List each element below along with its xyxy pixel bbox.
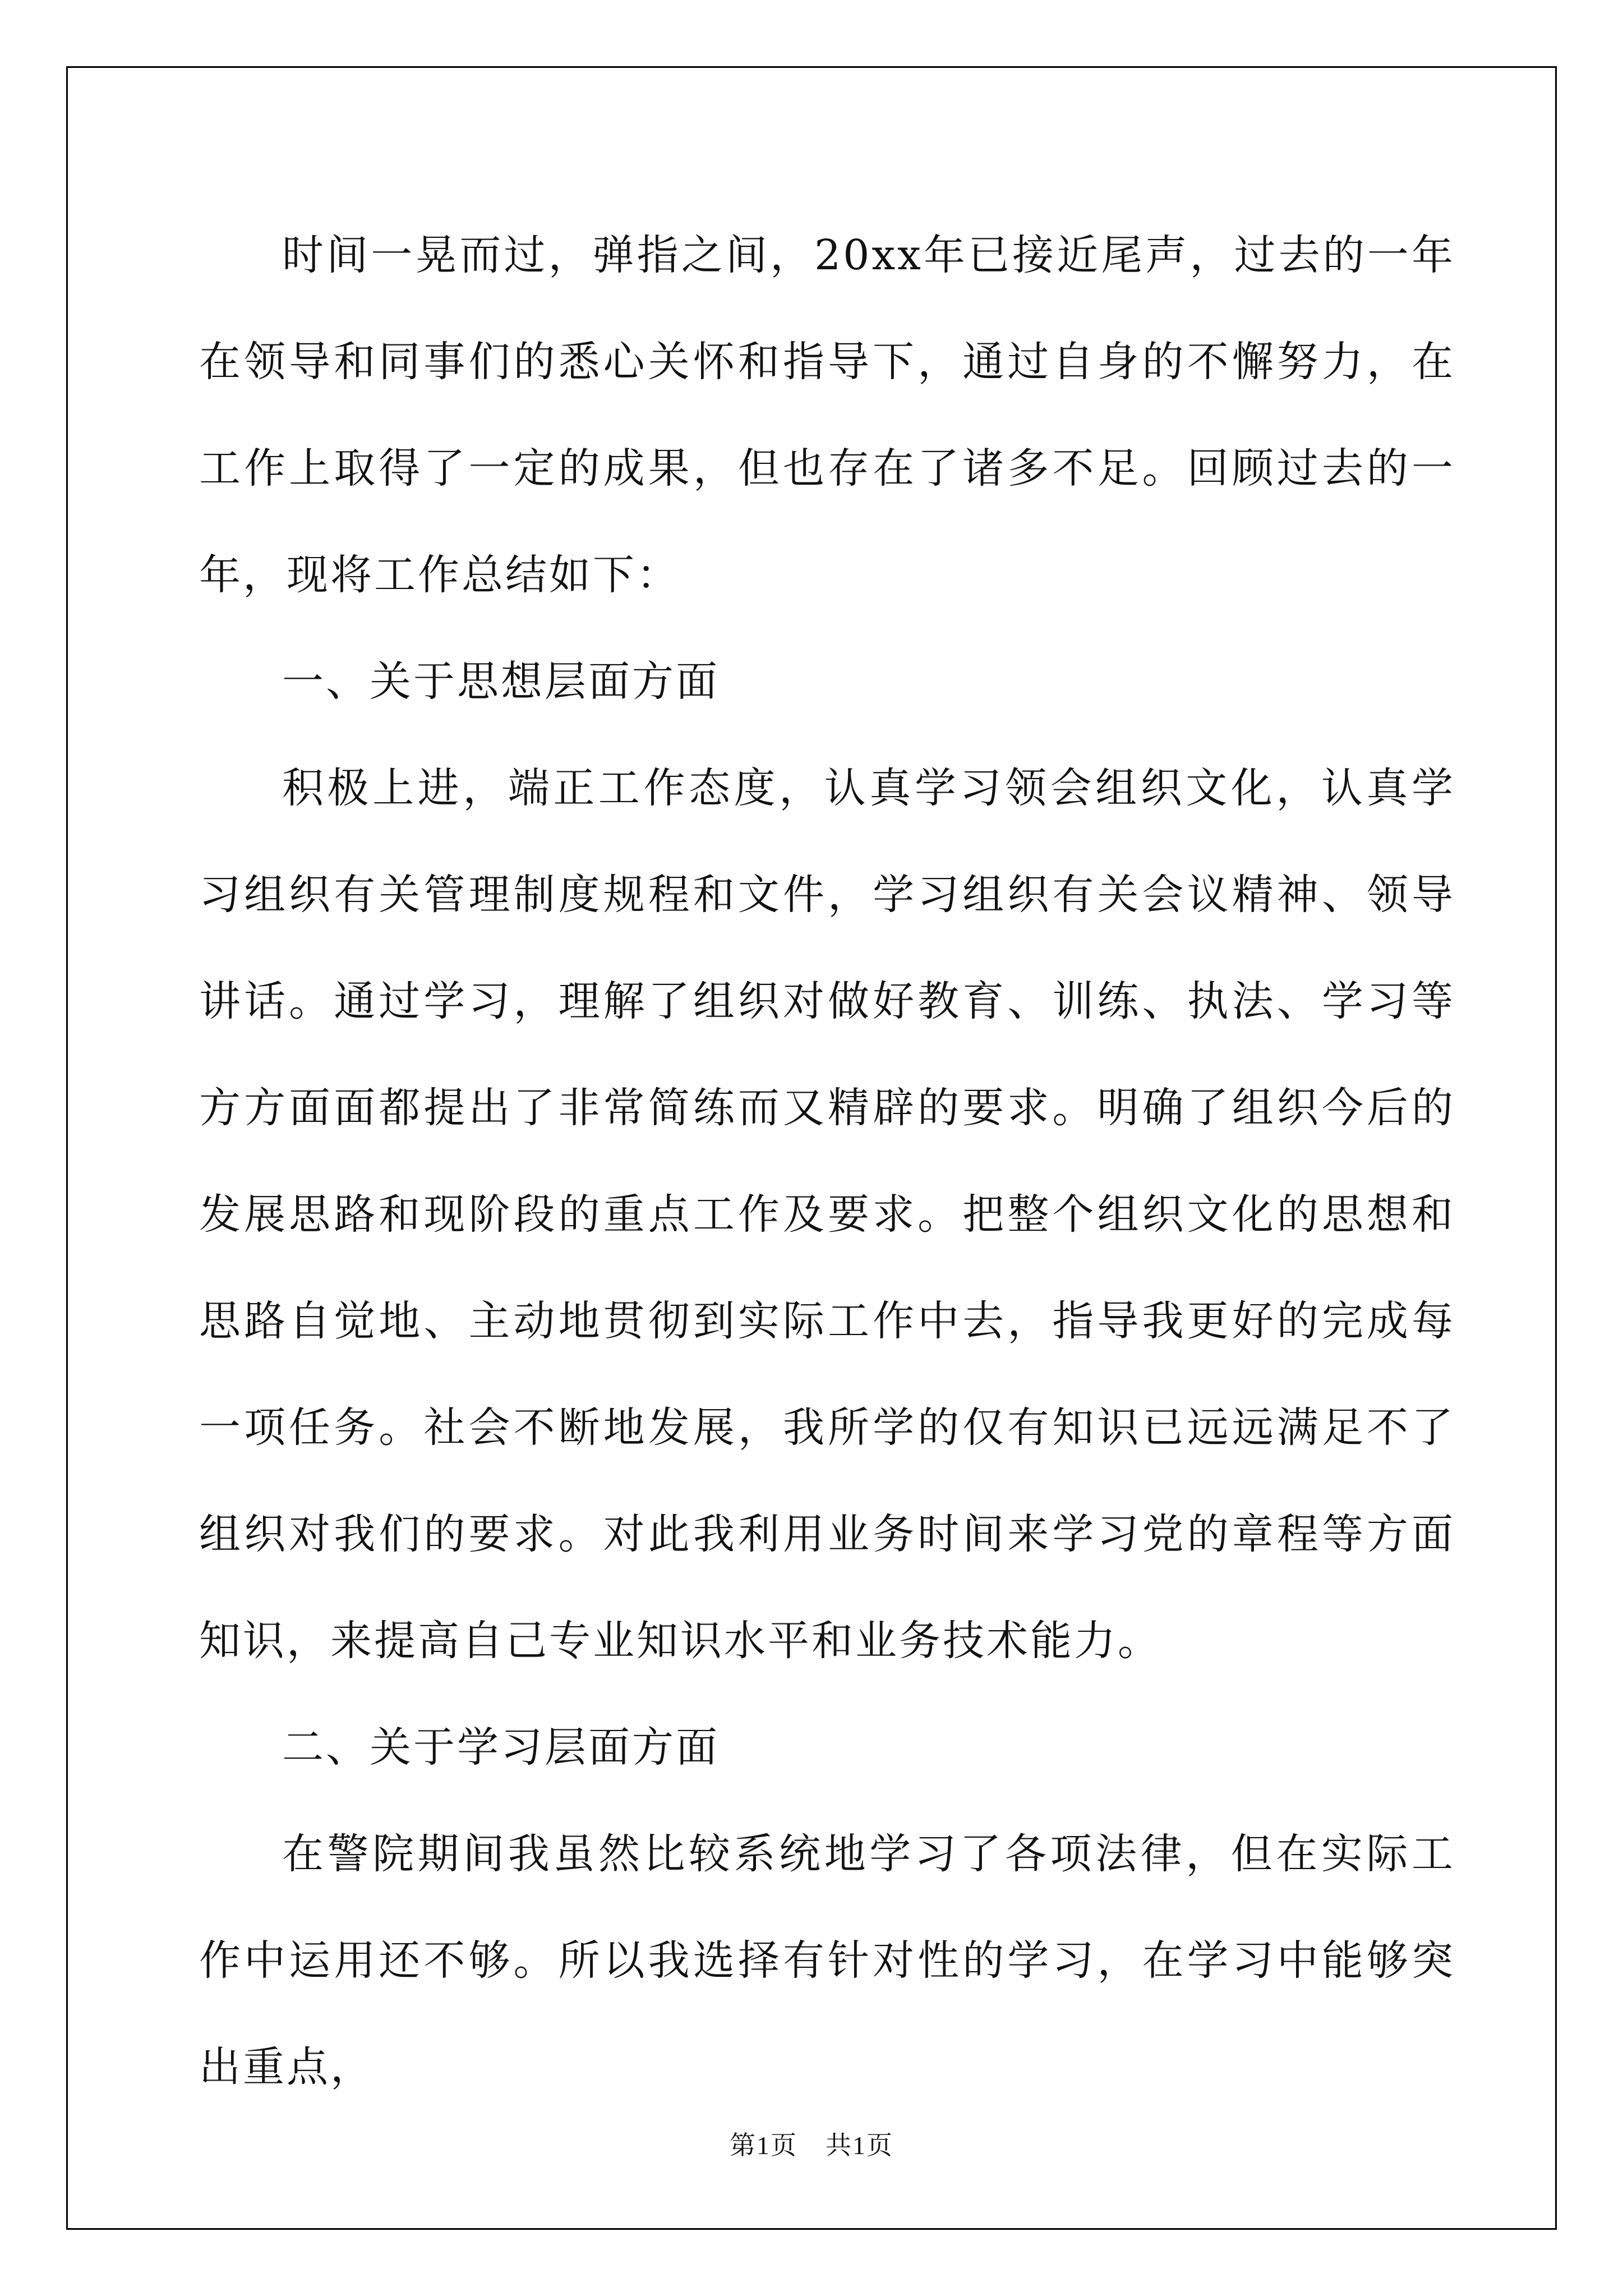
section-heading-1: 一、关于思想层面方面 — [282, 657, 720, 706]
page-total: 共1页 — [826, 2131, 893, 2160]
page-number: 第1页 — [730, 2131, 797, 2160]
paragraph-section-1: 积极上进，端正工作态度，认真学习领会组织文化，认真学习组织有关管理制度规程和文件，学习组织有关会议精神、领导讲话。通过学习，理解了组织对做好教育、训练、执法、学习等方方面面都提出了非常简练而又精辟的要求。明确了组织今后的发展思路和现阶段的重点工作及要求。把整个组织文化的思想和思路自觉地、主动地贯彻到实际工作中去，指导我更好的完成每一项任务。社会不断地发展，我所学的仅有知识已远远满足不了组织对我们的要求。对此我利用业务时间来学习党的章程等方面知识，来提高自己专业知识水平和业务技术能力。 — [199, 764, 1455, 1665]
document-body — [199, 202, 1455, 2120]
page-footer — [0, 2125, 1623, 2162]
paragraph-section-2: 在警院期间我虽然比较系统地学习了各项法律，但在实际工作中运用还不够。所以我选择有针对性的学习，在学习中能够突出重点， — [199, 1830, 1455, 2091]
paragraph-intro: 时间一晃而过，弹指之间，20xx年已接近尾声，过去的一年在领导和同事们的悉心关怀和指导下，通过自身的不懈努力，在工作上取得了一定的成果，但也存在了诸多不足。回顾过去的一年，现将工作总结如下： — [199, 231, 1455, 599]
section-heading-2: 二、关于学习层面方面 — [282, 1723, 720, 1772]
